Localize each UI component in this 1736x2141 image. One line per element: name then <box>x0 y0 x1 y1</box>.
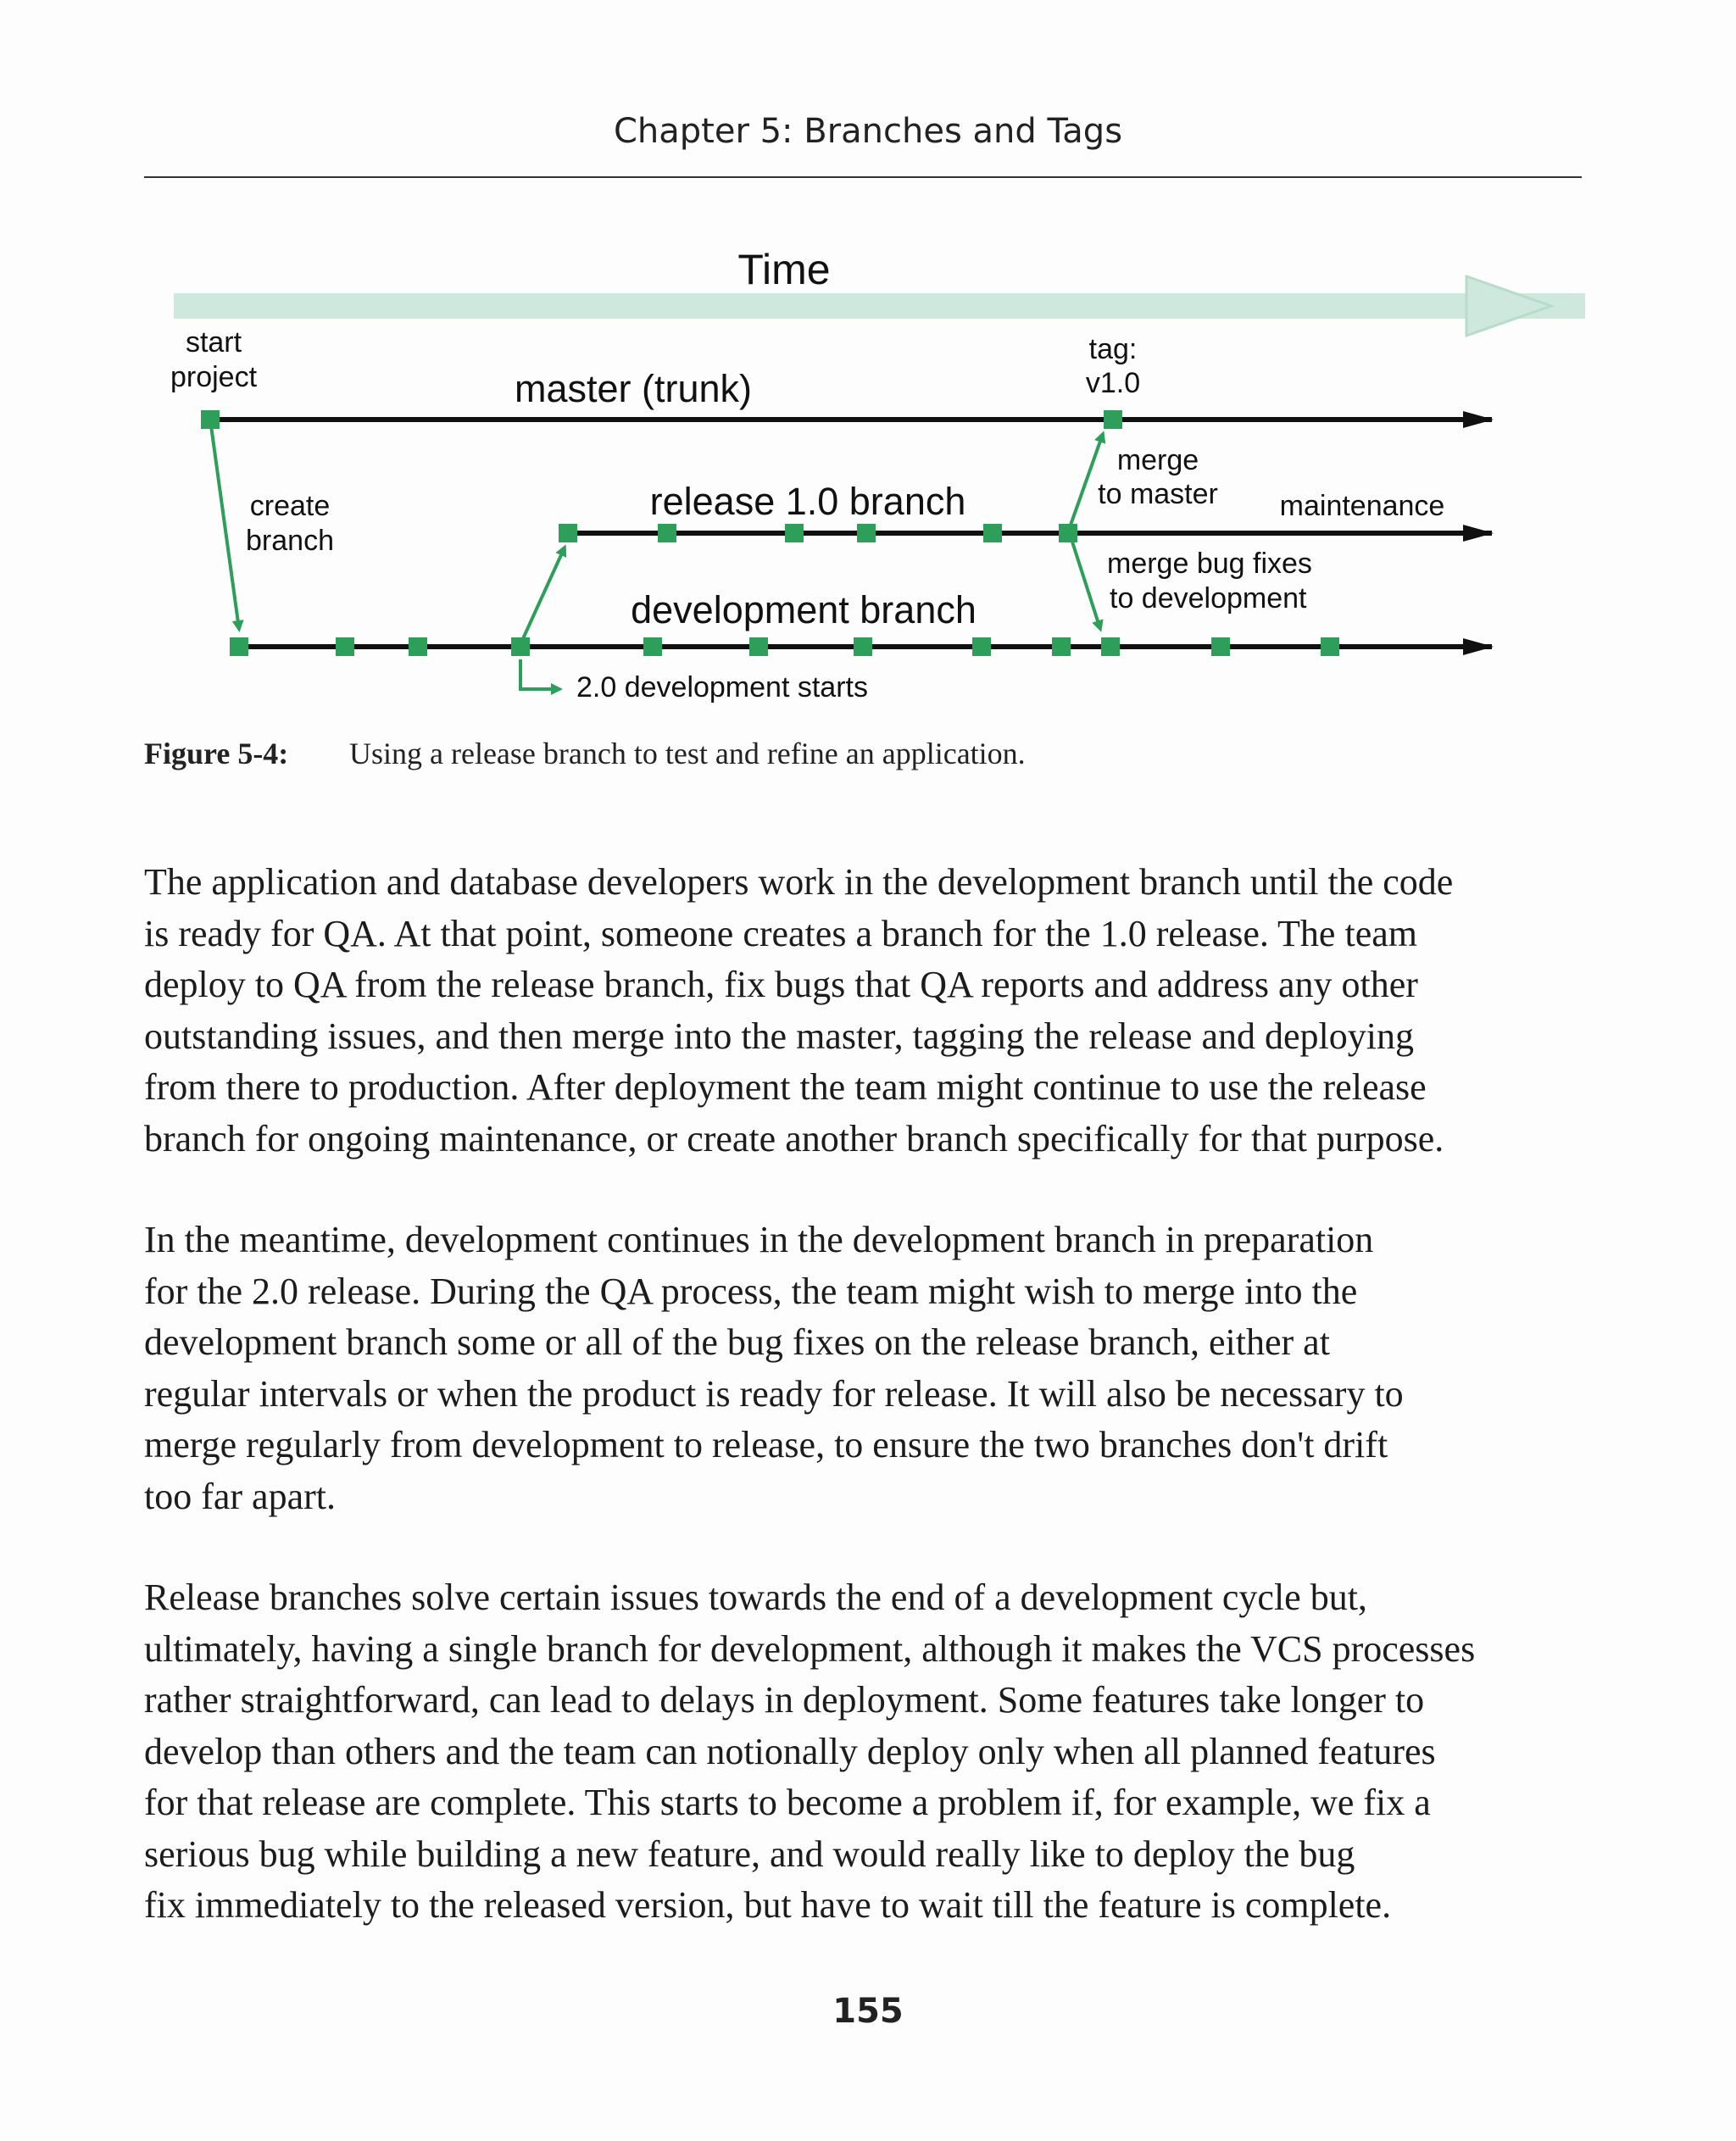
time-label: Time <box>737 246 831 293</box>
branch-diagram-svg <box>144 246 1585 729</box>
master-label: master (trunk) <box>514 367 753 410</box>
development-node <box>511 637 530 656</box>
development-node <box>409 637 427 656</box>
development-node <box>972 637 991 656</box>
paragraph-line: regular intervals or when the product is ready for release. It will also be necessary to <box>144 1372 1404 1415</box>
development-node <box>336 637 354 656</box>
release-node <box>785 524 804 542</box>
release-node <box>1059 524 1077 542</box>
release-branch-arrow <box>520 548 565 644</box>
tag-label-line2: v1.0 <box>1085 367 1141 399</box>
maintenance-label: maintenance <box>1279 490 1445 522</box>
release-node <box>857 524 876 542</box>
release-node <box>559 524 577 542</box>
release-node <box>658 524 676 542</box>
development-node <box>1321 637 1339 656</box>
paragraph-line: Release branches solve certain issues towards the end of a development cycle but, <box>144 1577 1367 1618</box>
paragraph-line: for that release are complete. This starts to become a problem if, for example, we fix a <box>144 1782 1431 1823</box>
caption-text: Using a release branch to test and refine an application. <box>349 737 1026 770</box>
figure-branch-diagram <box>144 246 1585 729</box>
merge-master-label-line1: merge <box>1116 444 1199 476</box>
paragraph-line: deploy to QA from the release branch, fix bugs that QA reports and address any other <box>144 964 1418 1005</box>
tag-label-line1: tag: <box>1088 333 1138 365</box>
merge-master-label-line2: to master <box>1098 478 1218 510</box>
paragraph-line: serious bug while building a new feature, and would really like to deploy the bug <box>144 1832 1355 1875</box>
paragraph-line: outstanding issues, and then merge into the master, tagging the release and deploying <box>144 1015 1414 1057</box>
development-node <box>230 637 248 656</box>
development-node <box>1211 637 1230 656</box>
paragraph-2 <box>144 1215 1585 1522</box>
dev-starts-bracket <box>520 659 559 689</box>
paragraph-line: The application and database developers work in the development branch until the code <box>144 861 1454 903</box>
master-node-start <box>201 410 220 429</box>
release-label: release 1.0 branch <box>649 480 966 523</box>
paragraph-line: for the 2.0 release. During the QA process, the team might wish to merge into the <box>144 1270 1358 1312</box>
paragraph-3 <box>144 1572 1585 1932</box>
create-branch-label-line2: branch <box>246 525 334 557</box>
start-label-line1: start <box>185 326 242 359</box>
header-rule <box>144 176 1582 178</box>
dev-starts-label: 2.0 development starts <box>576 671 868 703</box>
paragraph-line: is ready for QA. At that point, someone creates a branch for the 1.0 release. The team <box>144 912 1417 954</box>
create-branch-label-line1: create <box>249 490 331 522</box>
release-node <box>983 524 1002 542</box>
development-label: development branch <box>631 588 976 631</box>
paragraph-line: merge regularly from development to release, to ensure the two branches don't drift <box>144 1424 1388 1465</box>
paragraph-line: from there to production. After deployment the team might continue to use the release <box>144 1066 1427 1108</box>
paragraph-line: too far apart. <box>144 1475 336 1517</box>
create-branch-arrow <box>210 420 239 629</box>
time-band <box>174 293 1585 319</box>
development-node <box>643 637 662 656</box>
paragraph-line: branch for ongoing maintenance, or create another branch specifically for that purpose. <box>144 1117 1444 1159</box>
merge-bugfix-arrow <box>1071 537 1100 629</box>
paragraph-line: In the meantime, development continues in the development branch in preparation <box>144 1219 1374 1260</box>
development-node <box>854 637 872 656</box>
start-label-line2: project <box>170 361 258 393</box>
paragraph-line: development branch some or all of the bug fixes on the release branch, either at <box>144 1321 1330 1363</box>
caption-label: Figure 5-4: <box>144 737 289 770</box>
page-number: 155 <box>832 1992 904 2031</box>
merge-bugfix-label-line1: merge bug fixes <box>1107 548 1312 580</box>
paragraph-line: rather straightforward, can lead to delays in deployment. Some features take longer to <box>144 1679 1425 1721</box>
paragraph-1 <box>144 857 1585 1165</box>
paragraph-line: ultimately, having a single branch for development, although it makes the VCS processes <box>144 1627 1476 1670</box>
development-node <box>749 637 768 656</box>
master-node-tag <box>1104 410 1122 429</box>
running-head: Chapter 5: Branches and Tags <box>613 112 1123 151</box>
development-node <box>1052 637 1071 656</box>
paragraph-line: develop than others and the team can notionally deploy only when all planned features <box>144 1730 1436 1772</box>
figure-caption <box>144 736 1585 771</box>
paragraph-line: fix immediately to the released version, but have to wait till the feature is complete. <box>144 1884 1392 1926</box>
time-arrow-head <box>1466 276 1551 336</box>
development-node <box>1101 637 1120 656</box>
merge-bugfix-label-line2: to development <box>1110 582 1307 614</box>
